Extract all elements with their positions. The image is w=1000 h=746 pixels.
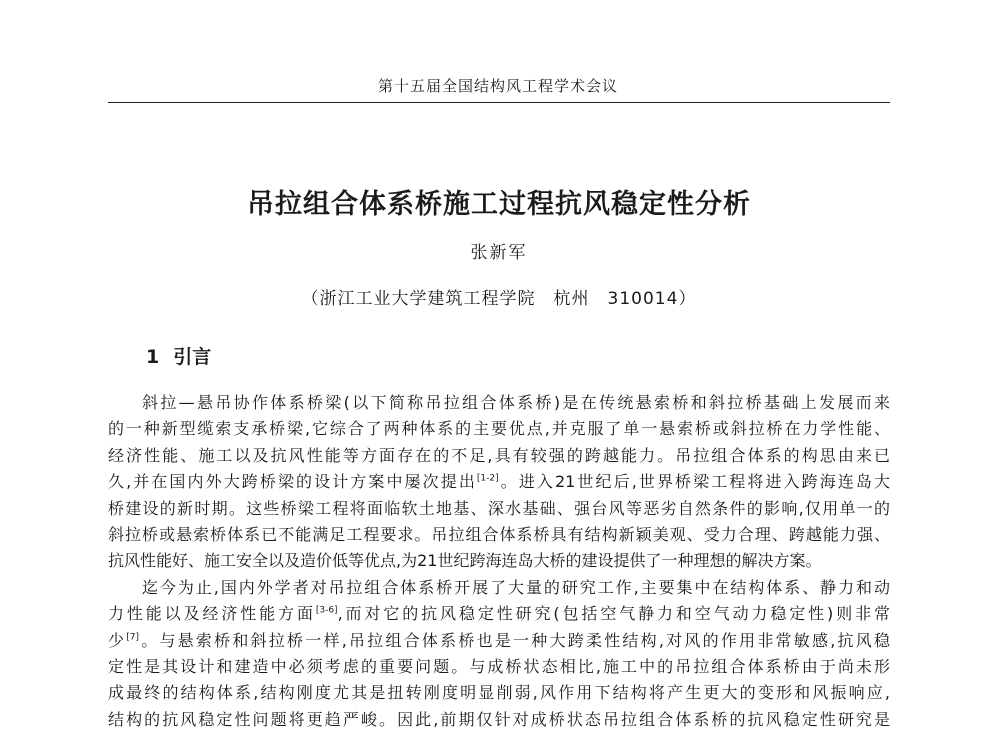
text-line: 迄今为止,国内外学者对吊拉组合体系桥开展了大量的研究工作,主要集中在结构体系、静力和动 bbox=[142, 577, 890, 597]
body-text bbox=[108, 390, 890, 733]
running-header: 第十五届全国结构风工程学术会议 bbox=[377, 77, 618, 95]
text-line: 抗风性能好、施工安全以及造价低等优点,为21世纪跨海连岛大桥的建设提供了一种理想的解决方案。 bbox=[108, 551, 822, 571]
text-line: 斜拉桥或悬索桥体系已不能满足工程要求。吊拉组合体系桥具有结构新颖美观、受力合理、跨越能力强、 bbox=[108, 524, 890, 544]
citation: [1-2] bbox=[476, 473, 499, 484]
section-title: 引言 bbox=[173, 346, 212, 368]
author-affiliation: （浙江工业大学建筑工程学院 杭州 310014） bbox=[301, 289, 697, 309]
header-rule bbox=[108, 102, 890, 103]
text-line: 的一种新型缆索支承桥梁,它综合了两种体系的主要优点,并克服了单一悬索桥或斜拉桥在力学性能、 bbox=[108, 419, 890, 439]
text-line: 力性能以及经济性能方面[3-6],而对它的抗风稳定性研究(包括空气静力和空气动力稳定性)则非常 bbox=[108, 604, 890, 624]
author-name: 张新军 bbox=[470, 243, 528, 263]
citation: [7] bbox=[126, 632, 139, 643]
text-line: 经济性能、施工以及抗风性能等方面存在的不足,具有较强的跨越能力。吊拉组合体系的构思由来已 bbox=[108, 445, 890, 465]
section-number: 1 bbox=[146, 346, 160, 368]
text-line: 结构的抗风稳定性问题将更趋严峻。因此,前期仅针对成桥状态吊拉组合体系桥的抗风稳定性研究是 bbox=[108, 709, 890, 729]
text-line: 少[7]。与悬索桥和斜拉桥一样,吊拉组合体系桥也是一种大跨柔性结构,对风的作用非常敏感,抗风稳 bbox=[108, 630, 890, 650]
text-line: 桥建设的新时期。这些桥梁工程将面临软土地基、深水基础、强台风等恶劣自然条件的影响,仅用单一的 bbox=[108, 498, 890, 518]
text-line: 定性是其设计和建造中必须考虑的重要问题。与成桥状态相比,施工中的吊拉组合体系桥由于尚未形 bbox=[108, 656, 890, 676]
text-line: 久,并在国内外大跨桥梁的设计方案中屡次提出[1-2]。进入21世纪后,世界桥梁工程将进入跨海连岛大 bbox=[108, 472, 890, 492]
text-line: 斜拉—悬吊协作体系桥梁(以下简称吊拉组合体系桥)是在传统悬索桥和斜拉桥基础上发展而来 bbox=[142, 393, 890, 412]
citation: [3-6] bbox=[315, 605, 338, 616]
text-line: 成最终的结构体系,结构刚度尤其是扭转刚度明显削弱,风作用下结构将产生更大的变形和风振响应, bbox=[108, 683, 890, 703]
section-heading bbox=[146, 342, 211, 369]
paper-title: 吊拉组合体系桥施工过程抗风稳定性分析 bbox=[247, 189, 751, 220]
